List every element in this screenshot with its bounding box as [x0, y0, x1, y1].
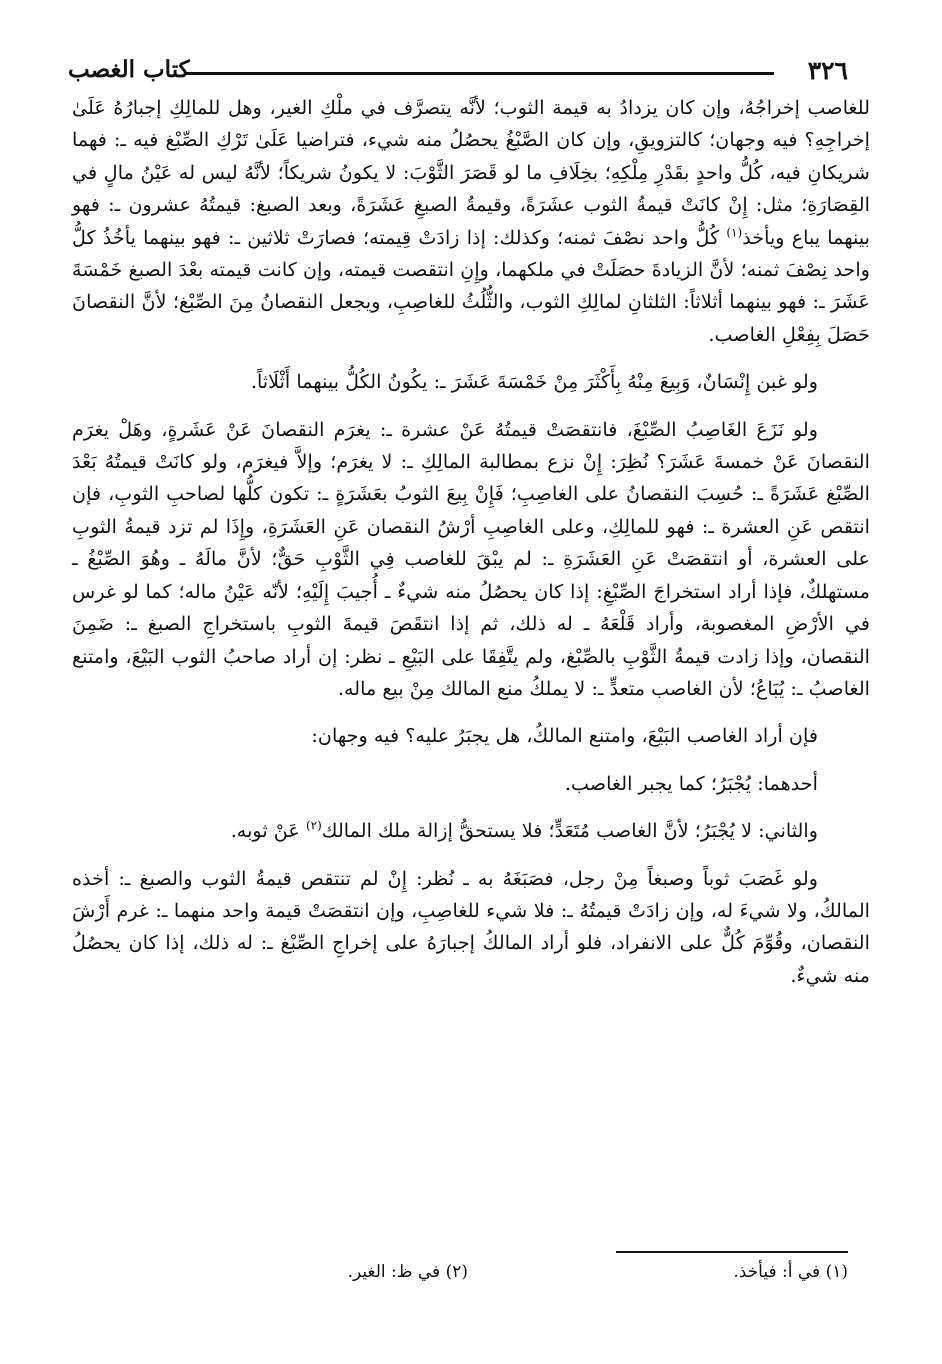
- footnote-rule: [616, 1251, 848, 1253]
- paragraph-1: [72, 92, 870, 351]
- paragraph-6-cont: عَنْ ثوبه.: [230, 819, 300, 843]
- paragraph-1-cont: كُلُّ واحد نصْفَ ثمنه؛ وكذلك: إذا زادَتْ قِيمته؛ فصارَتْ ثلاثين ـ: فهو بينهما يأخُذُ كلُّ واحد نِصْفَ ثمنه؛ لأنَّ الزيادةَ حصَلَتْ في ملكهما، وإِنِ انتقصت قيمته، وإن كانت قيمته بعْدَ الصبغ خَمْسَةَ عَشَرَ ـ: فهو بينهما أثلاثاً: الثلثانِ لمالِكِ الثوب، والثُّلُثُ للغاصِبِ، ويجعل النقصانُ مِنَ الصِّبْغ؛ لأنَّ النقصانَ حَصَلَ بِفِعْلِ الغاصب.: [72, 225, 870, 346]
- paragraph-1-text: للغاصب إخراجُهُ، وإن كان يزدادُ به قيمة الثوب؛ لأنَّه يتصرَّف في ملْكِ الغير، وهل للمالِكِ إجبارُهُ عَلَىٰ إخراجِهِ؟ فيه وجهان؛ كالتزويقِ، وإن كان الصَّبْغُ يحصُلُ منه شيء، فتراضيا عَلَىٰ تَرْكِ الصِّبْغ فيه ـ: فهما شريكانِ فيه، كُلُّ واحدٍ بقَدْرِ مِلْكِهِ؛ بخِلَافِ ما لو قَصَرَ الثَّوْبَ: لا يكونُ شريكاً؛ لأنَّهُ ليس له عَيْنُ مالٍ في القِصَارَةِ؛ مثل: إِنْ كانَتْ قيمةُ الثوب عشَرَةً، وقيمةُ الصبغِ عَشَرَةً، وبعد الصبغ: قيمتُهُ عشرون ـ: فهو بينهما يباع ويأخذ: [72, 96, 870, 249]
- footnote-ref-2: (٢): [305, 818, 322, 833]
- paragraph-7: ولو غَصَبَ ثوباً وصبغاً مِنْ رجل، فصَبَغَهُ به ـ نُظر: إِنْ لم تنتقص قيمةُ الثوب والصبغ ـ: أخذه المالكُ، ولا شيءَ له، وإن زادَتْ قيمتُهُ ـ: فلا شيء للغاصِبِ، وإن انتقصَتْ قيمة واحد منهما ـ: غرم أَرْشَ النقصان، وقُوِّمَ كُلٌّ على الانفراد، فلو أراد المالكُ إجبارَهُ على إخراجِ الصِّبْغ ـ: له ذلك، إذا كان يحصُلُ منه شيءٌ.: [72, 866, 870, 987]
- book-title: كتاب الغصب: [68, 56, 190, 83]
- paragraph-6: [72, 815, 870, 847]
- footnote-ref-1: (١): [726, 225, 743, 240]
- paragraph-5: أحدهما: يُجْبَرُ؛ كما يجبر الغاصب.: [564, 771, 818, 795]
- page-header: [68, 52, 848, 86]
- paragraph-6-text: والثاني: لا يُجْبَرُ؛ لأنَّ الغاصب مُتَعَدٍّ؛ فلا يستحقُّ إزالة ملك المالك: [321, 819, 818, 843]
- page-number: ٣٢٦: [807, 56, 848, 85]
- main-text: [72, 92, 870, 992]
- paragraph-4: فإن أراد الغاصب البَيْعَ، وامتنع المالكُ، هل يجبَرُ عليه؟ فيه وجهان:: [311, 724, 818, 748]
- footnote-1: (١) في أ: فيأخذ.: [733, 1262, 848, 1282]
- footnote-2: (٢) في ظ: الغير.: [347, 1262, 468, 1282]
- paragraph-2: ولو غبن إِنْسَانٌ، وَبِيعَ مِنْهُ بِأَكْثَرَ مِنْ خَمْسَةَ عَشَرَ ـ: يكُونُ الكُلُّ بينهما أَثْلَاثاً.: [250, 370, 818, 394]
- paragraph-3: ولو نَزَعَ الغَاصِبُ الصِّبْغَ، فانتقصَتْ قيمتُهُ عَنْ عشرة ـ: يغرَم النقصانَ عَنْ عَشَرةٍ، وهَلْ يغرَم النقصانَ عَنْ خمسةَ عَشَرَ؟ نُظِرَ: إِنْ نزع بمطالبة المالِكِ ـ: لا يغرَم؛ وإلاَّ فيغرَم، ولو كانَتْ قيمتُهُ بَعْدَ الصِّبْغ عَشَرَةً ـ: حُسِبَ النقصانُ على الغاصِبِ؛ فَإِنْ بِيعَ الثوبُ بعَشَرَةٍ ـ: تكون كلُّها لصاحبِ الثوبِ، فإن انتقص عَنِ العشرة ـ: فهو للمالِكِ، وعلى الغاصِبِ أرْشُ النقصان عَنِ العَشَرَةِ، وإِذَا لم تزد قيمةُ الثوبِ على العشرة، أو انتقصَتْ عَنِ العَشَرَةِ ـ: لم يبْقَ للغاصب فِي الثَّوْبِ حَقٌّ؛ لأنَّ مالَهُ ـ وهُوَ الصِّبْغُ ـ مستهلكٌ، فإذا أراد استخراجَ الصِّبْغِ: إذا كان يحصُلُ منه شيءٌ ـ أُجيبَ إِلَيْهِ؛ لأنّه عَيْنُ ماله؛ كما لو غرس في الأرْضِ المغصوبة، وأراد قَلْعَهُ ـ له ذلك، ثم إذا انتقَصَ قيمةَ الثوبِ باستخراجِ الصبغ ـ: ضَمِنَ النقصان، وإذا زادت قيمةُ الثَّوْبِ بالصِّبْغ، ولم يتَّفِقَا على البَيْعِ ـ نظر: إن أراد صاحبُ الثوب البَيْعَ، وامتنع الغاصبُ ـ: يُبَاعُ؛ لأن الغاصب متعدٍّ ـ: لا يملكُ منع المالك مِنْ بيع ماله.: [72, 417, 870, 700]
- footnotes: [90, 1262, 848, 1288]
- header-rule: [186, 72, 774, 75]
